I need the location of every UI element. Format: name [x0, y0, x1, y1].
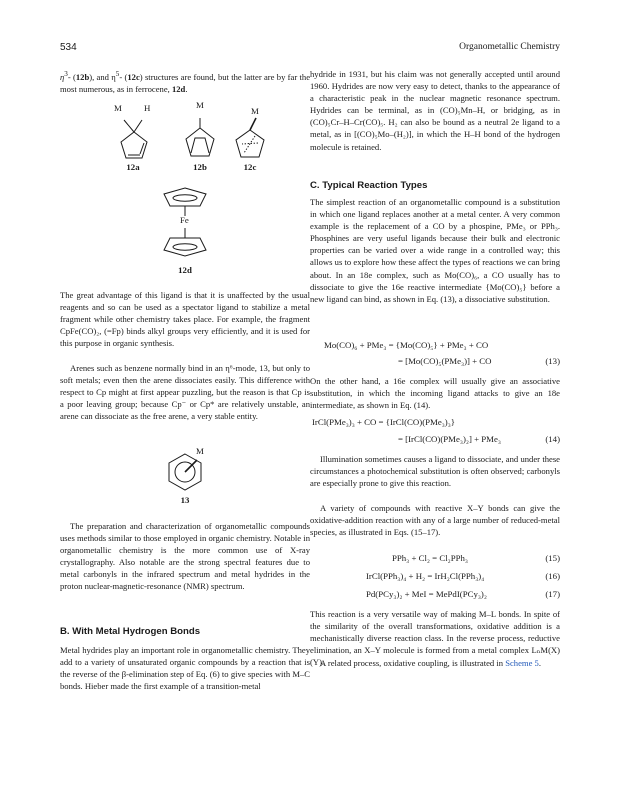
related-text-end: .	[538, 658, 542, 668]
equation-13-number: (13)	[545, 356, 560, 366]
equation-17-number: (17)	[545, 589, 560, 599]
label-12b: 12b	[193, 162, 207, 172]
equation-13-line1: Mo(CO)₆ + PMe₃ = {Mo(CO)₅} + PMe₃ + CO	[324, 340, 489, 350]
equation-15: PPh₃ + Cl₂ = Cl₂PPh₃	[392, 553, 468, 563]
label-12d: 12d	[178, 265, 192, 275]
intro-text: - (	[119, 71, 128, 82]
structure-12a	[121, 120, 147, 158]
equation-16: IrCl(PPh₃)₄ + H₂ = IrH₂Cl(PPh₃)₄	[366, 571, 485, 581]
intro-text: ) structures are found, but the latter are by far the most numerous, as in ferrocene,	[60, 71, 311, 94]
equation-16-number: (16)	[545, 571, 560, 581]
paragraph-illumination: Illumination sometimes causes a ligand to dissociate, and under these circumstances a photochemical substitution is often observed; carbonyls are especially prone to give this reaction.	[310, 454, 560, 489]
metal-label-12c: M	[251, 106, 259, 116]
metal-label-12b: M	[196, 100, 204, 110]
eta-symbol: η	[60, 71, 65, 82]
label-13: 13	[180, 495, 190, 505]
scheme-5-link[interactable]: Scheme 5	[505, 658, 539, 668]
structure-12b	[186, 118, 214, 156]
paragraph-related	[310, 657, 560, 669]
paragraph-hydrides: Metal hydrides play an important role in organometallic chemistry. They add to a variety of unsaturated organic compounds by a reaction that is the reverse of the β-elimination step of Eq. (6) to give species with M–C bonds. Hieber made the first example of a transition-metal	[60, 645, 310, 692]
intro-text: .	[185, 83, 188, 94]
hydrogen-label-12a: H	[144, 103, 151, 113]
hapticity-5: 5	[115, 70, 120, 78]
equation-14-line1: IrCl(PMe₃)₃ + CO = {IrCl(CO)(PMe₃)₃}	[312, 417, 456, 427]
iron-label: Fe	[180, 215, 189, 225]
paragraph-arenes: Arenes such as benzene normally bind in an η⁶-mode, 13, but only to soft metals; even then the arene dissociates easily. This difference with respect to Cp might at first appear puzzling, but the reason is that Cp is a poor leaving group; because Cp⁻ or Cp* are relatively unstable, an arene can dissociate as the free arene, a very stable entity.	[60, 363, 310, 422]
intro-paragraph	[60, 68, 310, 95]
paragraph-preparation: The preparation and characterization of organometallic compounds uses methods similar to those employed in organic chemistry. Notable in organometallic chemistry is the more common use of X-ray crystallography. Also notable are the strong spectral features due to metal carbonyls in the infrared spectrum and metal hydrides in the proton nuclear-magnetic-resonance (NMR) spectrum.	[60, 521, 310, 592]
section-heading-b: B. With Metal Hydrogen Bonds	[60, 626, 201, 637]
figure-13-arene	[155, 450, 225, 500]
structure-12c	[236, 118, 264, 157]
hapticity-3: 3	[64, 70, 68, 78]
figure-12d-ferrocene	[150, 186, 220, 266]
ref-12d: 12d	[171, 83, 186, 94]
page-number: 534	[60, 42, 77, 53]
label-12a: 12a	[126, 162, 140, 172]
equation-14-number: (14)	[545, 434, 560, 444]
paragraph-versatile: This reaction is a very versatile way of making M–L bonds. In spite of the similarity of the overall transformations, oxidative addition is a mechanistically diverse reaction class. In the reverse process, reductive elimination, an X–Y molecule is formed from a metal complex LₙM(X)(Y).	[310, 609, 560, 668]
related-text: A related process, oxidative coupling, is illustrated in	[320, 658, 506, 668]
equation-14-line2: = [IrCl(CO)(PMe₃)₂] + PMe₃	[398, 434, 501, 444]
paragraph-simplest: The simplest reaction of an organometallic compound is a substitution in which one ligand replaces another at a metal center. A very common example is the replacement of a CO by a phospine, PMe₃ or PPh₃. Phosphines are very useful ligands because their bulk and electronic properties can be varied over a wide range in a controlled way; this allows us to explore how these affect the types of reactions we can bring about. In an 18e complex, such as Mo(CO)₆, a CO usually has to dissociate to give the 16e reactive intermediate {Mo(CO)₅} before a new ligand can bind, as shown in Eq. (13), a dissociative substitution.	[310, 197, 560, 304]
ref-12c: 12c	[127, 71, 140, 82]
metal-label-12a: M	[114, 103, 122, 113]
paragraph-hieber: hydride in 1931, but his claim was not generally accepted until around 1960. Hydrides are now very easy to detect, thanks to the appearance of a characteristic peak in the nuclear magnetic resonance spectrum. Hydrides can be terminal, as in (CO)₅Mn–H, or bridging, as in (CO)₅Cr–H–Cr(CO)₅. H₂ can also be bound as a neutral 2e ligand to a metal, as in [(CO)₅Mo–(H₂)], in which the H–H bond of the hydrogen molecule is retained.	[310, 69, 560, 152]
equation-13-line2: = [Mo(CO)₅(PMe₃)] + CO	[398, 356, 492, 366]
paragraph-advantage: The great advantage of this ligand is that it is unaffected by the usual reagents and so can be used as a spectator ligand to stabilize a metal fragment while other chemistry takes place. For example, the fragment CpFe(CO)₂, (=Fp) binds alkyl groups very efficiently, and it is used for this purpose in organic synthesis.	[60, 290, 310, 349]
label-12c: 12c	[243, 162, 257, 172]
equation-17: Pd(PCy₃)₂ + MeI = MePdI(PCy₃)₂	[366, 589, 487, 599]
intro-text: - (	[67, 71, 76, 82]
paragraph-otherhand: On the other hand, a 16e complex will usually give an associative substitution, in which the incoming ligand attacks to give an 18e intermediate, as shown in Eq. (14).	[310, 376, 560, 411]
section-heading-c: C. Typical Reaction Types	[310, 180, 428, 191]
intro-text: ), and η	[89, 71, 116, 82]
metal-label-13: M	[196, 446, 204, 456]
ref-12b: 12b	[75, 71, 90, 82]
paragraph-variety: A variety of compounds with reactive X–Y bonds can give the oxidative-addition reaction with any of a large number of reduced-metal species, as illustrated in Eqs. (15–17).	[310, 503, 560, 538]
equation-15-number: (15)	[545, 553, 560, 563]
running-title: Organometallic Chemistry	[459, 42, 560, 52]
